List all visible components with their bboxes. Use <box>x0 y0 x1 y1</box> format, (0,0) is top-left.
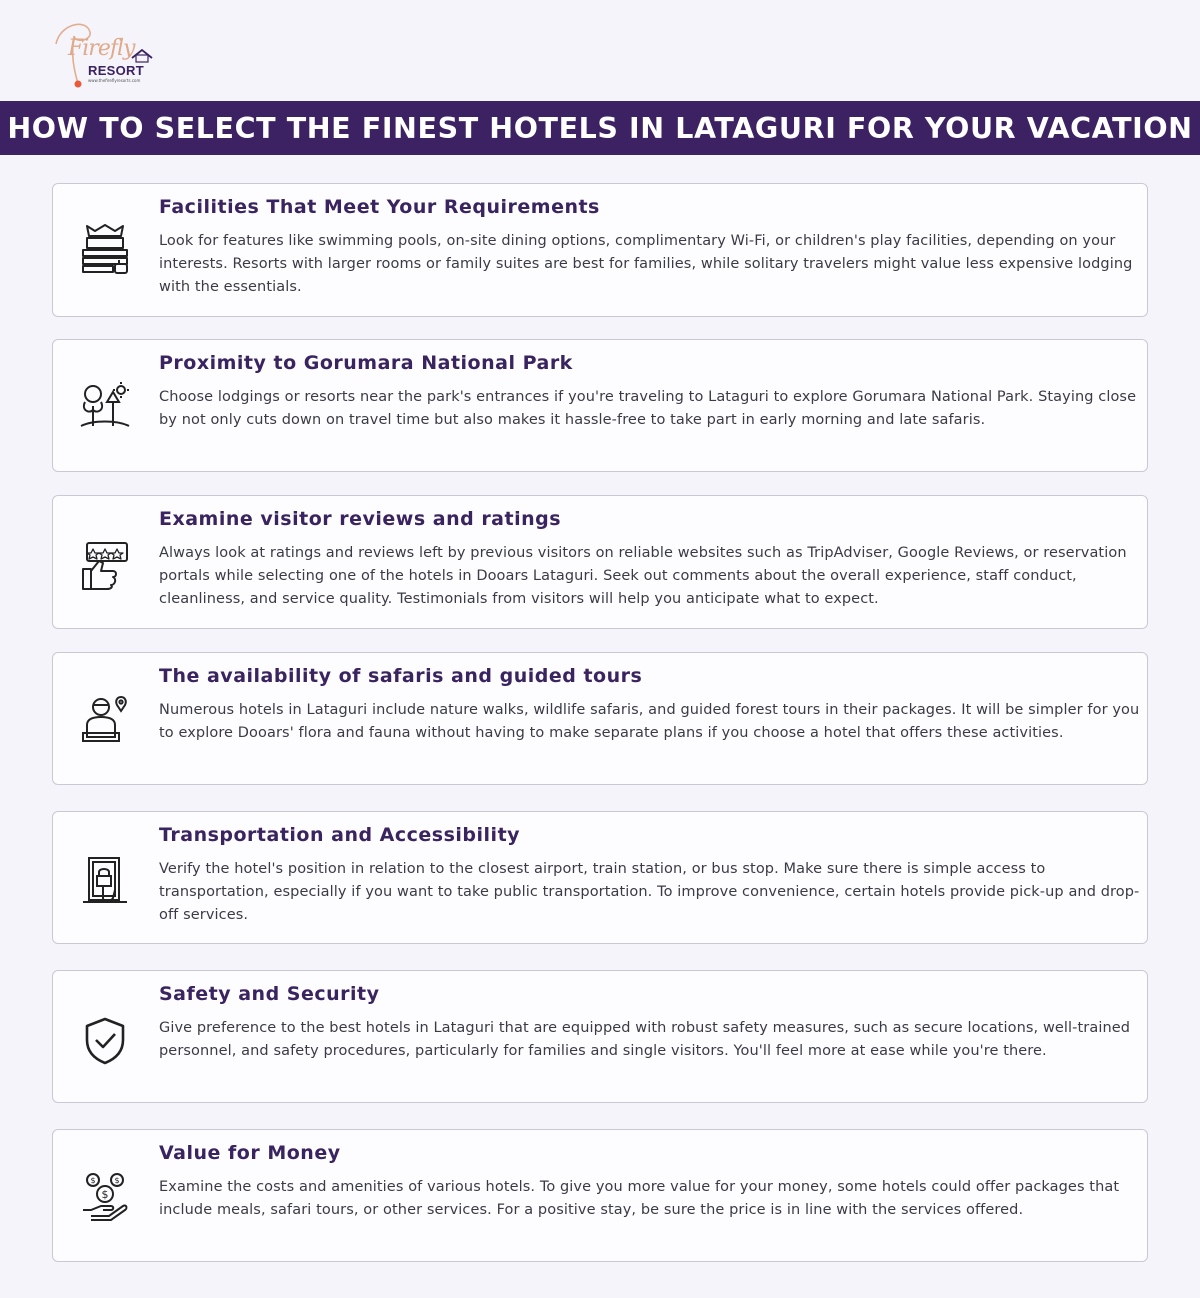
star-rating-review-icon <box>77 538 133 594</box>
money-hand-icon <box>77 1168 133 1224</box>
logo-script-text: Firefly <box>68 36 135 61</box>
card-title: Safety and Security <box>159 983 380 1005</box>
card-transportation <box>52 811 1148 944</box>
card-description: Examine the costs and amenities of various hotels. To give you more value for your money, some hotels could offer packages that include meals, safari tours, or other services. For a positive stay, be sure the price is in line with the services offered. <box>159 1179 1120 1218</box>
shield-check-icon <box>77 1013 133 1069</box>
card-description: Choose lodgings or resorts near the park's entrances if you're traveling to Lataguri to explore Gorumara National Park. Staying close by not only cuts down on travel time but also makes it hassle-free to take part in early morning and late safaris. <box>159 389 1137 428</box>
card-title: Examine visitor reviews and ratings <box>159 508 562 530</box>
card-title: Transportation and Accessibility <box>159 824 521 846</box>
svg-text:$: $ <box>114 1176 120 1185</box>
logo-resort-text: RESORT <box>88 63 144 78</box>
card-description: Verify the hotel's position in relation to the closest airport, train station, or bus stop. Make sure there is simple access to transportation, especially if you want to take public transportation. To improve convenience, certain hotels provide pick-up and drop-off services. <box>159 861 1140 923</box>
svg-text:$: $ <box>101 1188 109 1201</box>
card-safety <box>52 970 1148 1103</box>
logo-url-text: www.thefireflyresorts.com <box>88 78 141 83</box>
tour-guide-icon <box>77 691 133 747</box>
card-description: Always look at ratings and reviews left by previous visitors on reliable websites such as TripAdviser, Google Reviews, or reservation portals while selecting one of the hotels in Dooars Lataguri. Seek out comments about the overall experience, staff conduct, cleanliness, and service quality. Testimonials from visitors will help you anticipate what to expect. <box>159 545 1127 607</box>
page-title: HOW TO SELECT THE FINEST HOTELS IN LATAGURI FOR YOUR VACATION <box>7 111 1193 145</box>
title-banner <box>0 101 1200 155</box>
card-description: Look for features like swimming pools, on-site dining options, complimentary Wi-Fi, or children's play facilities, depending on your interests. Resorts with larger rooms or family suites are best for families, while solitary travelers might value less expensive lodging with the essentials. <box>159 233 1133 295</box>
card-reviews <box>52 495 1148 629</box>
card-description: Give preference to the best hotels in Lataguri that are equipped with robust safety measures, such as secure locations, well-trained personnel, and safety procedures, particularly for families and single visitors. You'll feel more at ease while you're there. <box>159 1020 1131 1059</box>
card-title: Facilities That Meet Your Requirements <box>159 196 600 218</box>
svg-text:$: $ <box>90 1176 96 1185</box>
card-facilities <box>52 183 1148 317</box>
card-title: Proximity to Gorumara National Park <box>159 352 573 374</box>
access-door-icon <box>77 852 133 908</box>
forest-park-icon <box>77 378 133 434</box>
card-safaris <box>52 652 1148 785</box>
firefly-resort-logo <box>46 14 156 94</box>
card-value <box>52 1129 1148 1262</box>
hotel-facilities-icon <box>77 222 133 278</box>
card-title: Value for Money <box>159 1142 341 1164</box>
card-proximity <box>52 339 1148 472</box>
card-description: Numerous hotels in Lataguri include nature walks, wildlife safaris, and guided forest tours in their packages. It will be simpler for you to explore Dooars' flora and fauna without having to make separate plans if you choose a hotel that offers these activities. <box>159 702 1140 741</box>
card-title: The availability of safaris and guided tours <box>159 665 643 687</box>
